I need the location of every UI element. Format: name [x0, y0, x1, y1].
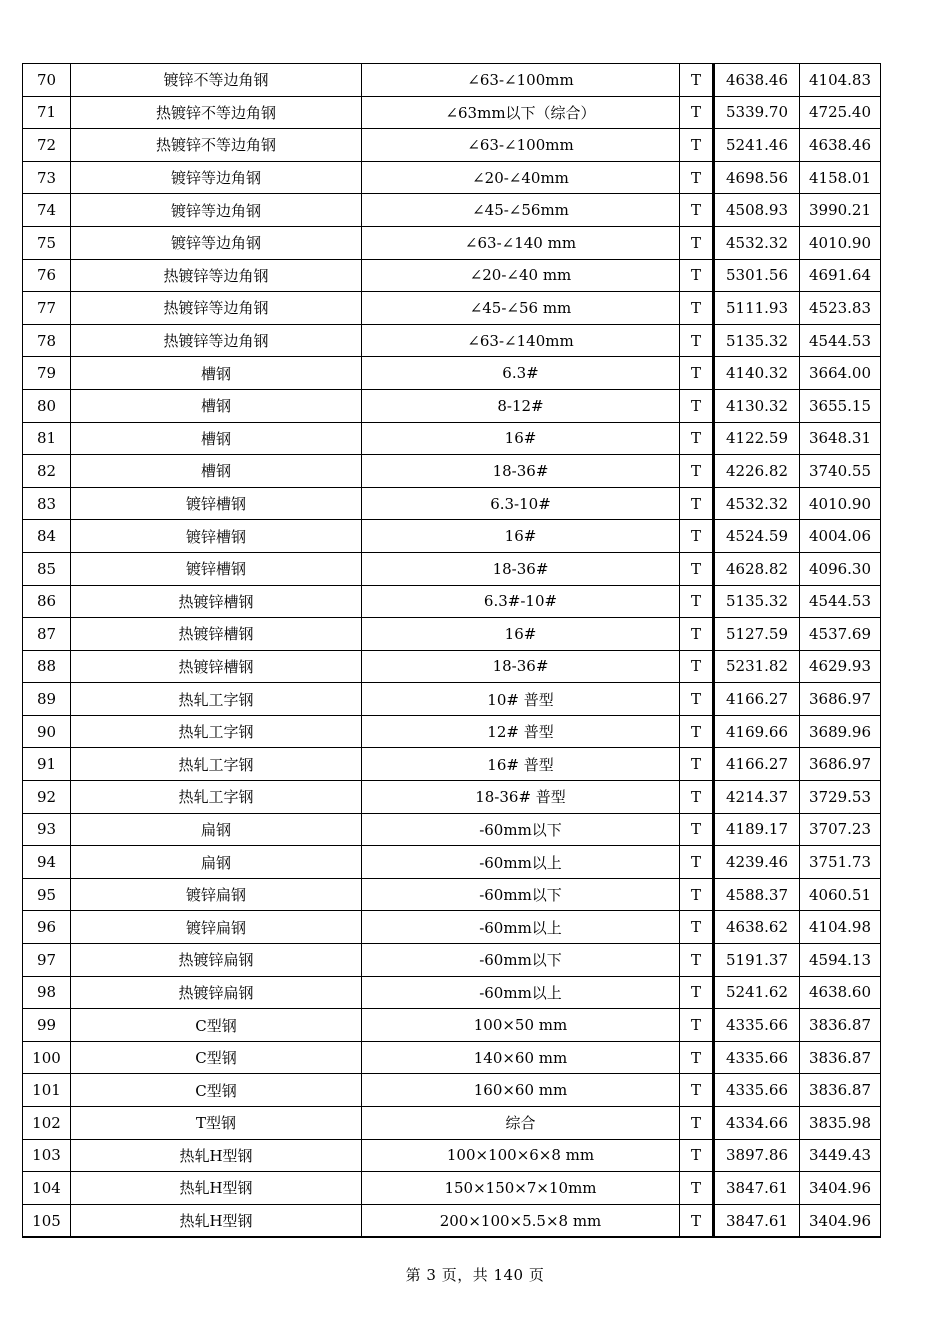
row-number-cell: 105 — [23, 1204, 71, 1237]
price-2-cell: 3449.43 — [800, 1139, 881, 1172]
price-2-cell: 3404.96 — [800, 1204, 881, 1237]
price-2-cell: 3404.96 — [800, 1172, 881, 1205]
price-1-cell: 4122.59 — [714, 422, 800, 455]
price-2-cell: 4010.90 — [800, 226, 881, 259]
unit-cell: T — [680, 1172, 714, 1205]
price-1-cell: 3897.86 — [714, 1139, 800, 1172]
unit-cell: T — [680, 585, 714, 618]
price-1-cell: 4532.32 — [714, 226, 800, 259]
spec-cell: 6.3# — [362, 357, 680, 390]
spec-cell: 140×60 mm — [362, 1041, 680, 1074]
spec-cell: -60mm以下 — [362, 944, 680, 977]
row-number-cell: 91 — [23, 748, 71, 781]
item-name-cell: 扁钢 — [71, 846, 362, 879]
unit-cell: T — [680, 748, 714, 781]
item-name-cell: 热轧H型钢 — [71, 1172, 362, 1205]
table-row — [23, 813, 881, 846]
item-name-cell: 热镀锌等边角钢 — [71, 292, 362, 325]
item-name-cell: 热镀锌槽钢 — [71, 650, 362, 683]
price-1-cell: 4638.62 — [714, 911, 800, 944]
unit-cell: T — [680, 878, 714, 911]
row-number-cell: 79 — [23, 357, 71, 390]
row-number-cell: 88 — [23, 650, 71, 683]
spec-cell: 综合 — [362, 1107, 680, 1140]
table-row — [23, 1107, 881, 1140]
table-row — [23, 618, 881, 651]
unit-cell: T — [680, 1009, 714, 1042]
row-number-cell: 98 — [23, 976, 71, 1009]
price-table — [22, 63, 881, 1238]
item-name-cell: 槽钢 — [71, 389, 362, 422]
row-number-cell: 96 — [23, 911, 71, 944]
unit-cell: T — [680, 911, 714, 944]
row-number-cell: 75 — [23, 226, 71, 259]
unit-cell: T — [680, 1204, 714, 1237]
item-name-cell: T型钢 — [71, 1107, 362, 1140]
price-2-cell: 4638.60 — [800, 976, 881, 1009]
row-number-cell: 90 — [23, 715, 71, 748]
item-name-cell: 热镀锌槽钢 — [71, 618, 362, 651]
price-2-cell: 3689.96 — [800, 715, 881, 748]
row-number-cell: 102 — [23, 1107, 71, 1140]
price-2-cell: 3835.98 — [800, 1107, 881, 1140]
price-1-cell: 5127.59 — [714, 618, 800, 651]
price-2-cell: 4544.53 — [800, 585, 881, 618]
spec-cell: 18-36# — [362, 552, 680, 585]
item-name-cell: 热镀锌不等边角钢 — [71, 96, 362, 129]
price-2-cell: 4060.51 — [800, 878, 881, 911]
spec-cell: 200×100×5.5×8 mm — [362, 1204, 680, 1237]
price-2-cell: 4004.06 — [800, 520, 881, 553]
item-name-cell: 热轧工字钢 — [71, 715, 362, 748]
table-row — [23, 64, 881, 97]
price-2-cell: 4096.30 — [800, 552, 881, 585]
table-row — [23, 846, 881, 879]
row-number-cell: 81 — [23, 422, 71, 455]
table-row — [23, 226, 881, 259]
unit-cell: T — [680, 194, 714, 227]
row-number-cell: 70 — [23, 64, 71, 97]
unit-cell: T — [680, 64, 714, 97]
price-1-cell: 4239.46 — [714, 846, 800, 879]
spec-cell: ∠63-∠140mm — [362, 324, 680, 357]
price-2-cell: 4544.53 — [800, 324, 881, 357]
unit-cell: T — [680, 96, 714, 129]
unit-cell: T — [680, 1041, 714, 1074]
spec-cell: 16# 普型 — [362, 748, 680, 781]
price-2-cell: 4537.69 — [800, 618, 881, 651]
unit-cell: T — [680, 422, 714, 455]
spec-cell: 100×100×6×8 mm — [362, 1139, 680, 1172]
price-2-cell: 3686.97 — [800, 748, 881, 781]
item-name-cell: 扁钢 — [71, 813, 362, 846]
price-2-cell: 4594.13 — [800, 944, 881, 977]
price-2-cell: 4158.01 — [800, 161, 881, 194]
row-number-cell: 85 — [23, 552, 71, 585]
item-name-cell: 镀锌扁钢 — [71, 878, 362, 911]
price-2-cell: 3655.15 — [800, 389, 881, 422]
item-name-cell: C型钢 — [71, 1074, 362, 1107]
table-row — [23, 781, 881, 814]
spec-cell: 12# 普型 — [362, 715, 680, 748]
item-name-cell: 镀锌扁钢 — [71, 911, 362, 944]
item-name-cell: 热轧工字钢 — [71, 683, 362, 716]
row-number-cell: 104 — [23, 1172, 71, 1205]
unit-cell: T — [680, 292, 714, 325]
spec-cell: ∠63-∠100mm — [362, 64, 680, 97]
price-2-cell: 4638.46 — [800, 129, 881, 162]
row-number-cell: 95 — [23, 878, 71, 911]
price-2-cell: 4691.64 — [800, 259, 881, 292]
row-number-cell: 82 — [23, 455, 71, 488]
spec-cell: ∠63-∠100mm — [362, 129, 680, 162]
spec-cell: ∠63-∠140 mm — [362, 226, 680, 259]
price-1-cell: 5241.46 — [714, 129, 800, 162]
table-row — [23, 715, 881, 748]
row-number-cell: 99 — [23, 1009, 71, 1042]
spec-cell: -60mm以上 — [362, 976, 680, 1009]
item-name-cell: 镀锌槽钢 — [71, 487, 362, 520]
unit-cell: T — [680, 683, 714, 716]
table-row — [23, 259, 881, 292]
table-body — [23, 64, 881, 1238]
price-2-cell: 4104.98 — [800, 911, 881, 944]
item-name-cell: 热镀锌等边角钢 — [71, 324, 362, 357]
row-number-cell: 71 — [23, 96, 71, 129]
row-number-cell: 101 — [23, 1074, 71, 1107]
price-2-cell: 4104.83 — [800, 64, 881, 97]
unit-cell: T — [680, 520, 714, 553]
unit-cell: T — [680, 976, 714, 1009]
table-row — [23, 1172, 881, 1205]
spec-cell: 18-36# 普型 — [362, 781, 680, 814]
price-1-cell: 4166.27 — [714, 683, 800, 716]
price-1-cell: 4214.37 — [714, 781, 800, 814]
spec-cell: ∠63mm以下（综合） — [362, 96, 680, 129]
item-name-cell: 镀锌槽钢 — [71, 552, 362, 585]
row-number-cell: 92 — [23, 781, 71, 814]
price-1-cell: 4508.93 — [714, 194, 800, 227]
price-1-cell: 4628.82 — [714, 552, 800, 585]
spec-cell: 160×60 mm — [362, 1074, 680, 1107]
table-row — [23, 357, 881, 390]
row-number-cell: 80 — [23, 389, 71, 422]
price-2-cell: 3836.87 — [800, 1009, 881, 1042]
unit-cell: T — [680, 846, 714, 879]
price-1-cell: 5241.62 — [714, 976, 800, 1009]
price-1-cell: 5301.56 — [714, 259, 800, 292]
page-footer: 第 3 页，共 140 页 — [405, 1266, 545, 1284]
unit-cell: T — [680, 618, 714, 651]
price-2-cell: 3686.97 — [800, 683, 881, 716]
price-1-cell: 5231.82 — [714, 650, 800, 683]
item-name-cell: 槽钢 — [71, 357, 362, 390]
item-name-cell: 热镀锌扁钢 — [71, 944, 362, 977]
price-1-cell: 4524.59 — [714, 520, 800, 553]
table-row — [23, 161, 881, 194]
table-row — [23, 911, 881, 944]
spec-cell: 6.3-10# — [362, 487, 680, 520]
price-1-cell: 4698.56 — [714, 161, 800, 194]
spec-cell: -60mm以下 — [362, 878, 680, 911]
item-name-cell: 热轧工字钢 — [71, 781, 362, 814]
spec-cell: 6.3#-10# — [362, 585, 680, 618]
table-row — [23, 422, 881, 455]
table-row — [23, 976, 881, 1009]
price-2-cell: 3664.00 — [800, 357, 881, 390]
unit-cell: T — [680, 259, 714, 292]
unit-cell: T — [680, 1074, 714, 1107]
spec-cell: 8-12# — [362, 389, 680, 422]
price-1-cell: 5339.70 — [714, 96, 800, 129]
price-1-cell: 4140.32 — [714, 357, 800, 390]
spec-cell: ∠45-∠56mm — [362, 194, 680, 227]
item-name-cell: 热轧工字钢 — [71, 748, 362, 781]
row-number-cell: 94 — [23, 846, 71, 879]
table-row — [23, 129, 881, 162]
item-name-cell: 镀锌等边角钢 — [71, 194, 362, 227]
spec-cell: 150×150×7×10mm — [362, 1172, 680, 1205]
unit-cell: T — [680, 1139, 714, 1172]
item-name-cell: 热轧H型钢 — [71, 1204, 362, 1237]
unit-cell: T — [680, 781, 714, 814]
price-1-cell: 5135.32 — [714, 585, 800, 618]
unit-cell: T — [680, 813, 714, 846]
row-number-cell: 103 — [23, 1139, 71, 1172]
row-number-cell: 74 — [23, 194, 71, 227]
price-2-cell: 4725.40 — [800, 96, 881, 129]
table-row — [23, 683, 881, 716]
price-1-cell: 4130.32 — [714, 389, 800, 422]
price-1-cell: 4335.66 — [714, 1041, 800, 1074]
row-number-cell: 87 — [23, 618, 71, 651]
row-number-cell: 77 — [23, 292, 71, 325]
spec-cell: 18-36# — [362, 650, 680, 683]
price-1-cell: 3847.61 — [714, 1172, 800, 1205]
price-1-cell: 4588.37 — [714, 878, 800, 911]
price-1-cell: 5111.93 — [714, 292, 800, 325]
row-number-cell: 93 — [23, 813, 71, 846]
price-2-cell: 4629.93 — [800, 650, 881, 683]
table-row — [23, 748, 881, 781]
table-row — [23, 520, 881, 553]
table-row — [23, 455, 881, 488]
table-row — [23, 487, 881, 520]
table-row — [23, 944, 881, 977]
table-row — [23, 1074, 881, 1107]
unit-cell: T — [680, 715, 714, 748]
item-name-cell: 槽钢 — [71, 422, 362, 455]
price-1-cell: 4532.32 — [714, 487, 800, 520]
row-number-cell: 97 — [23, 944, 71, 977]
price-2-cell: 3740.55 — [800, 455, 881, 488]
item-name-cell: 热镀锌槽钢 — [71, 585, 362, 618]
price-1-cell: 4334.66 — [714, 1107, 800, 1140]
spec-cell: 16# — [362, 618, 680, 651]
item-name-cell: 热镀锌扁钢 — [71, 976, 362, 1009]
unit-cell: T — [680, 944, 714, 977]
table-row — [23, 96, 881, 129]
spec-cell: ∠20-∠40 mm — [362, 259, 680, 292]
item-name-cell: 镀锌槽钢 — [71, 520, 362, 553]
price-1-cell: 4166.27 — [714, 748, 800, 781]
spec-cell: 16# — [362, 520, 680, 553]
price-2-cell: 3751.73 — [800, 846, 881, 879]
price-2-cell: 3707.23 — [800, 813, 881, 846]
spec-cell: -60mm以上 — [362, 911, 680, 944]
price-1-cell: 4169.66 — [714, 715, 800, 748]
unit-cell: T — [680, 324, 714, 357]
spec-cell: 100×50 mm — [362, 1009, 680, 1042]
spec-cell: 10# 普型 — [362, 683, 680, 716]
item-name-cell: 镀锌等边角钢 — [71, 226, 362, 259]
unit-cell: T — [680, 1107, 714, 1140]
price-1-cell: 5191.37 — [714, 944, 800, 977]
unit-cell: T — [680, 552, 714, 585]
price-2-cell: 4010.90 — [800, 487, 881, 520]
price-1-cell: 4226.82 — [714, 455, 800, 488]
table-row — [23, 324, 881, 357]
table-row — [23, 292, 881, 325]
row-number-cell: 86 — [23, 585, 71, 618]
table-row — [23, 552, 881, 585]
item-name-cell: 热镀锌等边角钢 — [71, 259, 362, 292]
table-row — [23, 1009, 881, 1042]
row-number-cell: 76 — [23, 259, 71, 292]
price-1-cell: 4189.17 — [714, 813, 800, 846]
unit-cell: T — [680, 389, 714, 422]
row-number-cell: 78 — [23, 324, 71, 357]
table-row — [23, 194, 881, 227]
spec-cell: ∠45-∠56 mm — [362, 292, 680, 325]
price-1-cell: 4335.66 — [714, 1074, 800, 1107]
spec-cell: 18-36# — [362, 455, 680, 488]
unit-cell: T — [680, 650, 714, 683]
row-number-cell: 72 — [23, 129, 71, 162]
price-2-cell: 3836.87 — [800, 1074, 881, 1107]
spec-cell: -60mm以下 — [362, 813, 680, 846]
price-2-cell: 3648.31 — [800, 422, 881, 455]
price-1-cell: 5135.32 — [714, 324, 800, 357]
price-2-cell: 3836.87 — [800, 1041, 881, 1074]
item-name-cell: C型钢 — [71, 1009, 362, 1042]
item-name-cell: 热轧H型钢 — [71, 1139, 362, 1172]
item-name-cell: C型钢 — [71, 1041, 362, 1074]
table-row — [23, 1041, 881, 1074]
row-number-cell: 84 — [23, 520, 71, 553]
unit-cell: T — [680, 357, 714, 390]
spec-cell: -60mm以上 — [362, 846, 680, 879]
price-1-cell: 4335.66 — [714, 1009, 800, 1042]
table-row — [23, 1204, 881, 1237]
spec-cell: 16# — [362, 422, 680, 455]
row-number-cell: 100 — [23, 1041, 71, 1074]
table-row — [23, 878, 881, 911]
item-name-cell: 镀锌不等边角钢 — [71, 64, 362, 97]
item-name-cell: 槽钢 — [71, 455, 362, 488]
unit-cell: T — [680, 161, 714, 194]
table-row — [23, 389, 881, 422]
price-1-cell: 3847.61 — [714, 1204, 800, 1237]
item-name-cell: 热镀锌不等边角钢 — [71, 129, 362, 162]
unit-cell: T — [680, 226, 714, 259]
row-number-cell: 89 — [23, 683, 71, 716]
unit-cell: T — [680, 129, 714, 162]
spec-cell: ∠20-∠40mm — [362, 161, 680, 194]
price-1-cell: 4638.46 — [714, 64, 800, 97]
table-row — [23, 1139, 881, 1172]
row-number-cell: 73 — [23, 161, 71, 194]
price-2-cell: 4523.83 — [800, 292, 881, 325]
row-number-cell: 83 — [23, 487, 71, 520]
price-2-cell: 3729.53 — [800, 781, 881, 814]
table-row — [23, 585, 881, 618]
table-row — [23, 650, 881, 683]
unit-cell: T — [680, 487, 714, 520]
price-2-cell: 3990.21 — [800, 194, 881, 227]
unit-cell: T — [680, 455, 714, 488]
item-name-cell: 镀锌等边角钢 — [71, 161, 362, 194]
